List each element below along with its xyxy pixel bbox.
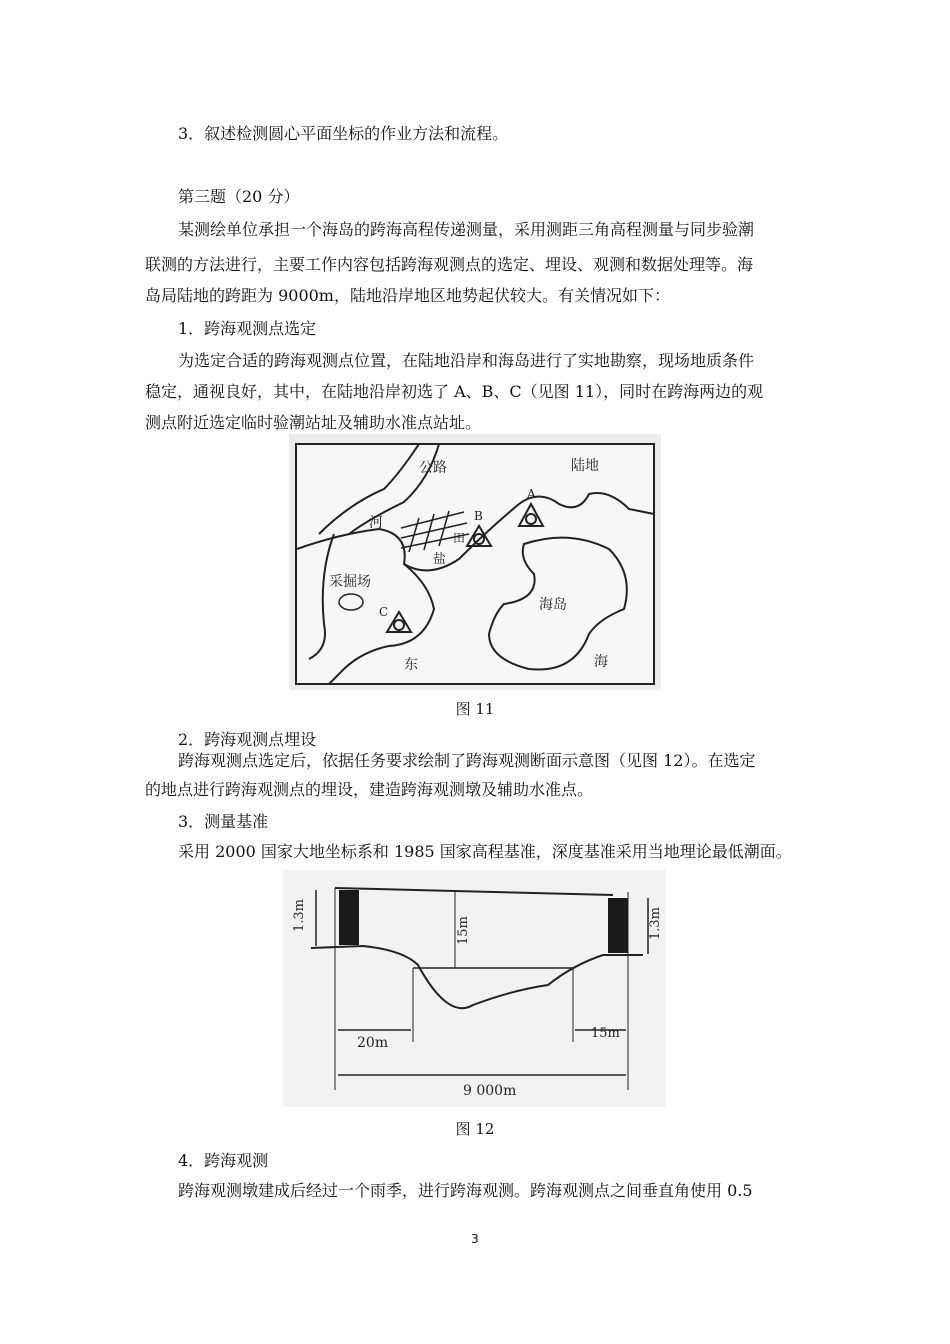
dim-right-width: 15m bbox=[591, 1026, 620, 1041]
label-sea: 海 bbox=[594, 654, 608, 670]
intro-line-1: 某测绘单位承担一个海岛的跨海高程传递测量，采用测距三角高程测量与同步验潮 bbox=[178, 220, 755, 239]
item4-line: 跨海观测墩建成后经过一个雨季，进行跨海观测。跨海观测点之间垂直角使用 0.5 bbox=[178, 1181, 753, 1200]
right-pier bbox=[608, 898, 628, 953]
label-road: 公路 bbox=[419, 460, 447, 476]
figure-12-profile bbox=[283, 870, 666, 1107]
label-a: A bbox=[527, 487, 536, 501]
dim-span: 9 000m bbox=[463, 1083, 517, 1099]
page-number: 3 bbox=[471, 1232, 479, 1246]
section3-item: 3．叙述检测圆心平面坐标的作业方法和流程。 bbox=[178, 124, 509, 143]
label-island: 海岛 bbox=[539, 597, 567, 613]
profile-drawing bbox=[283, 870, 666, 1107]
item1-title: 1．跨海观测点选定 bbox=[178, 319, 317, 338]
figure-11-caption: 图 11 bbox=[455, 700, 495, 718]
item3-line: 采用 2000 国家大地坐标系和 1985 国家高程基准，深度基准采用当地理论最低潮面。 bbox=[178, 842, 792, 861]
item1-line-1: 为选定合适的跨海观测点位置，在陆地沿岸和海岛进行了实地勘察，现场地质条件 bbox=[178, 351, 755, 370]
item4-title: 4．跨海观测 bbox=[178, 1151, 269, 1170]
label-b: B bbox=[474, 509, 483, 523]
label-river2: 盐 bbox=[433, 552, 447, 567]
item2-line-1: 跨海观测点选定后，依据任务要求绘制了跨海观测断面示意图（见图 12）。在选定 bbox=[178, 751, 756, 770]
label-quarry: 采掘场 bbox=[329, 574, 371, 590]
label-land: 陆地 bbox=[571, 458, 599, 474]
item1-line-3: 测点附近选定临时验潮站址及辅助水准点站址。 bbox=[145, 413, 482, 432]
dim-mid-height: 15m bbox=[456, 916, 471, 945]
dim-right-height: 1.3m bbox=[648, 906, 663, 940]
label-c: C bbox=[379, 605, 389, 619]
left-pier bbox=[339, 890, 359, 945]
item2-title: 2．跨海观测点埋设 bbox=[178, 730, 317, 749]
intro-line-3: 岛局陆地的跨距为 9000m，陆地沿岸地区地势起伏较大。有关情况如下： bbox=[145, 286, 670, 305]
label-east: 东 bbox=[404, 657, 418, 673]
map-drawing bbox=[289, 434, 661, 690]
intro-line-2: 联测的方法进行，主要工作内容包括跨海观测点的选定、埋设、观测和数据处理等。海 bbox=[145, 255, 754, 274]
dim-left-height: 1.3m bbox=[292, 898, 307, 932]
question-heading: 第三题（20 分） bbox=[178, 187, 300, 206]
dim-left-width: 20m bbox=[357, 1035, 389, 1051]
item2-line-2: 的地点进行跨海观测点的埋设，建造跨海观测墩及辅助水准点。 bbox=[145, 780, 594, 799]
label-river1: 河 bbox=[369, 515, 383, 531]
item3-title: 3．测量基准 bbox=[178, 812, 269, 831]
item1-line-2: 稳定，通视良好，其中，在陆地沿岸初选了 A、B、C（见图 11），同时在跨海两边的观 bbox=[145, 382, 764, 401]
figure-12-caption: 图 12 bbox=[455, 1120, 495, 1138]
label-field: 田 bbox=[453, 531, 466, 545]
figure-11-map bbox=[289, 434, 661, 690]
